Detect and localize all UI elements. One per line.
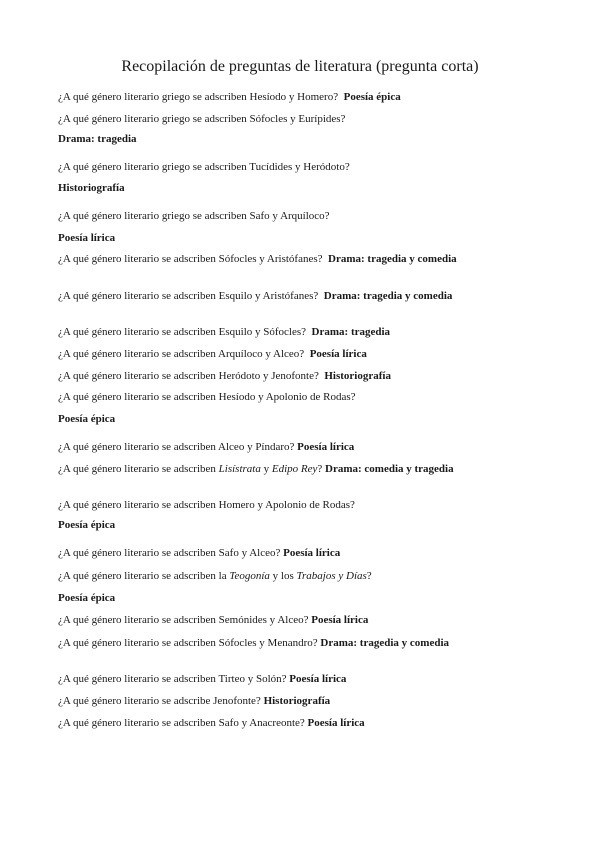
question-text: ¿A qué género literario se adscriben Homero y Apolonio de Rodas? — [58, 499, 355, 511]
question-text: ¿A qué género literario se adscriben Hesíodo y Apolonio de Rodas? — [58, 391, 356, 403]
document-title: Recopilación de preguntas de literatura (pregunta corta) — [121, 58, 479, 75]
question-text: ¿A qué género literario griego se adscriben Sófocles y Eurípides? — [58, 113, 346, 125]
question-text: ¿A qué género literario se adscriben Esquilo y Sófocles? — [58, 326, 307, 338]
question-text: ¿A qué género literario griego se adscriben Safo y Arquíloco? — [58, 210, 330, 222]
question-text-middle: y los — [269, 570, 297, 582]
answer-text: Drama: tragedia y comedia — [328, 253, 457, 265]
question-item — [58, 209, 458, 223]
question-text: ¿A qué género literario se adscribe Jenofonte? — [58, 695, 261, 707]
question-text: ¿A qué género literario se adscriben Esquilo y Aristófanes? — [58, 290, 319, 302]
answer-text: Poesía épica — [58, 413, 116, 425]
question-text-end: ? — [317, 463, 323, 475]
answer-text: Drama: tragedia — [311, 326, 391, 338]
answer-text: Poesía épica — [343, 91, 401, 103]
work-title: Edipo Rey — [271, 463, 318, 475]
answer-text: Poesía lírica — [311, 614, 369, 626]
question-item — [58, 440, 458, 454]
work-title: Teogonía — [229, 570, 270, 582]
question-text: ¿A qué género literario se adscriben Safo y Alceo? — [58, 547, 281, 559]
question-item — [58, 112, 458, 126]
question-text-start: ¿A qué género literario se adscriben la — [58, 570, 230, 582]
answer-text: Poesía lírica — [283, 547, 341, 559]
question-item — [58, 289, 458, 303]
answer-text: Poesía épica — [58, 592, 116, 604]
question-text: ¿A qué género literario se adscriben Sófocles y Menandro? — [58, 637, 318, 649]
question-item — [58, 369, 458, 383]
answer-text: Drama: tragedia y comedia — [323, 290, 453, 302]
question-text-middle: y — [260, 463, 272, 475]
answer-text: Historiografía — [263, 695, 331, 707]
question-item — [58, 569, 458, 583]
question-text-end: ? — [366, 570, 372, 582]
question-item — [58, 498, 458, 512]
question-text: ¿A qué género literario griego se adscriben Tucídides y Heródoto? — [58, 161, 350, 173]
question-item — [58, 390, 458, 404]
question-text: ¿A qué género literario se adscriben Arquíloco y Alceo? — [58, 348, 305, 360]
question-text: ¿A qué género literario se adscriben Sófocles y Aristófanes? — [58, 253, 323, 265]
answer-text: Historiografía — [324, 370, 391, 382]
question-text-start: ¿A qué género literario se adscriben — [58, 463, 219, 475]
question-text: ¿A qué género literario se adscriben Safo y Anacreonte? — [58, 717, 305, 729]
answer-text: Poesía lírica — [307, 717, 365, 729]
answer-text: Poesía lírica — [289, 673, 347, 685]
answer-text: Drama: tragedia y comedia — [320, 637, 449, 649]
question-item — [58, 672, 458, 686]
answer-text: Poesía lírica — [309, 348, 367, 360]
question-text: ¿A qué género literario se adscriben Alceo y Píndaro? — [58, 441, 295, 453]
question-text: ¿A qué género literario se adscriben Semónides y Alceo? — [58, 614, 309, 626]
question-item — [58, 546, 458, 560]
question-item — [58, 347, 458, 361]
question-item — [58, 716, 458, 730]
answer-text: Historiografía — [58, 182, 125, 194]
question-text: ¿A qué género literario se adscriben Tirteo y Solón? — [58, 673, 287, 685]
question-item — [58, 462, 458, 476]
answer-text: Poesía épica — [58, 519, 116, 531]
question-item — [58, 252, 458, 266]
question-item — [58, 636, 458, 650]
question-item — [58, 325, 458, 339]
question-item — [58, 90, 458, 104]
question-item — [58, 160, 458, 174]
answer-text: Drama: comedia y tragedia — [325, 463, 454, 475]
question-item — [58, 613, 458, 627]
question-text: ¿A qué género literario griego se adscriben Hesíodo y Homero? — [58, 91, 339, 103]
answer-text: Drama: tragedia — [58, 133, 137, 145]
work-title: Lisístrata — [218, 463, 261, 475]
work-title: Trabajos y Días — [296, 570, 367, 582]
question-text: ¿A qué género literario se adscriben Heródoto y Jenofonte? — [58, 370, 319, 382]
answer-text: Poesía lírica — [297, 441, 355, 453]
answer-text: Poesía lírica — [58, 232, 116, 244]
question-item — [58, 694, 458, 708]
